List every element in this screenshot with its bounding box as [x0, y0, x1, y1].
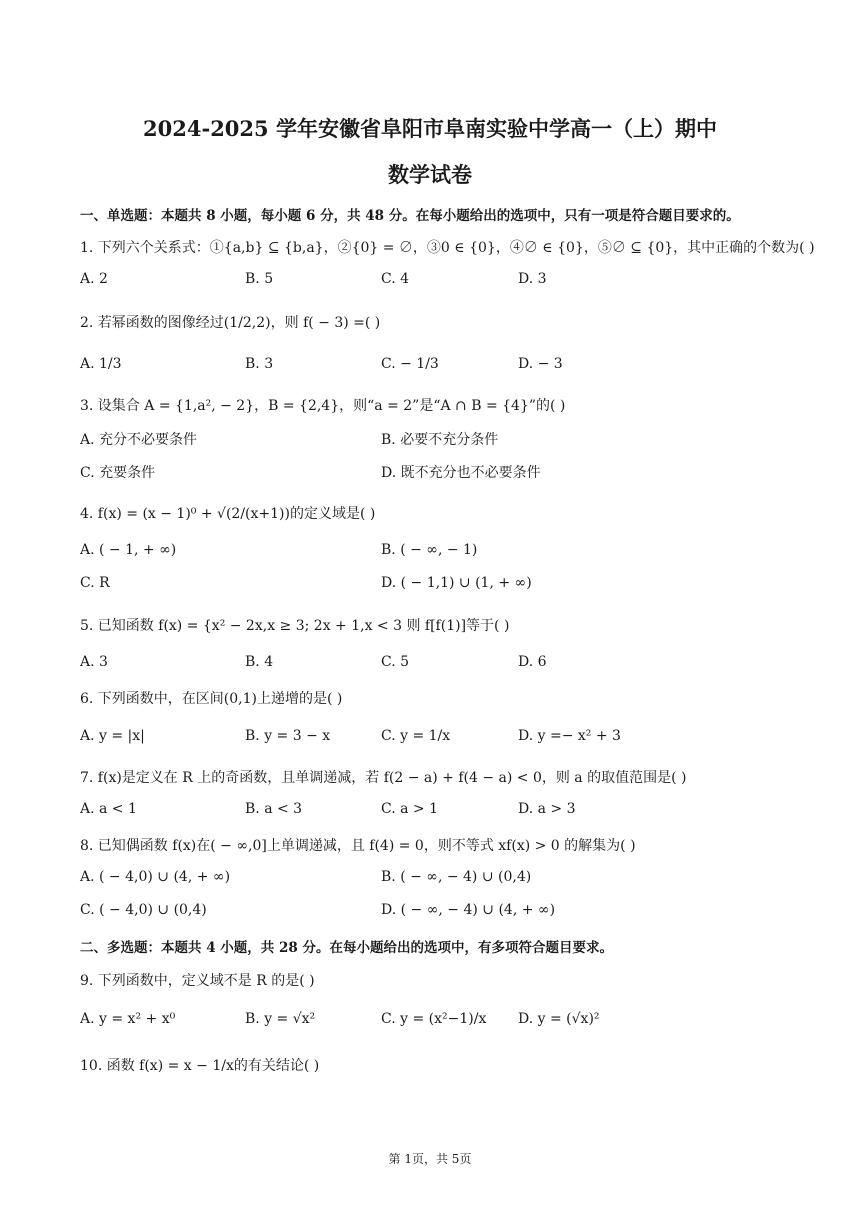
page-subtitle: 数学试卷 [388, 162, 472, 187]
question-8-option-a: A. ( − 4,0) ∪ (4, + ∞) [80, 869, 231, 885]
question-7-option-a: A. a < 1 [80, 801, 137, 817]
question-6-option-b: B. y = 3 − x [245, 728, 331, 744]
question-4-option-a: A. ( − 1, + ∞) [80, 542, 177, 558]
question-7-option-b: B. a < 3 [245, 801, 303, 817]
question-3-option-c: C. 充要条件 [80, 465, 156, 481]
section-heading-single-choice: 一、单选题：本题共 8 小题，每小题 6 分，共 48 分。在每小题给出的选项中，只有一项是符合题目要求的。 [80, 208, 740, 224]
question-4-option-b: B. ( − ∞, − 1) [381, 542, 478, 558]
question-2-option-a: A. 1/3 [80, 356, 122, 372]
question-6-option-d: D. y =− x² + 3 [518, 728, 621, 744]
question-6-option-a: A. y = |x| [80, 728, 145, 744]
question-5-option-a: A. 3 [80, 654, 108, 670]
question-8-option-b: B. ( − ∞, − 4) ∪ (0,4) [381, 869, 532, 885]
question-1-option-d: D. 3 [518, 271, 547, 287]
question-8-option-c: C. ( − 4,0) ∪ (0,4) [80, 902, 207, 918]
question-6-stem: 6. 下列函数中，在区间(0,1)上递增的是( ) [80, 691, 343, 707]
question-9-stem: 9. 下列函数中，定义域不是 R 的是( ) [80, 973, 315, 989]
question-3-option-d: D. 既不充分也不必要条件 [381, 465, 541, 481]
section-heading-multiple-choice: 二、多选题：本题共 4 小题，共 28 分。在每小题给出的选项中，有多项符合题目要求。 [80, 940, 613, 956]
question-7-option-d: D. a > 3 [518, 801, 576, 817]
question-7-option-c: C. a > 1 [381, 801, 438, 817]
question-3-option-b: B. 必要不充分条件 [381, 432, 499, 448]
question-4-option-c: C. R [80, 575, 110, 591]
question-1-option-a: A. 2 [80, 271, 108, 287]
question-3-stem: 3. 设集合 A = {1,a², − 2}，B = {2,4}，则“a = 2”是“A ∩ B = {4}”的( ) [80, 398, 566, 414]
question-10-stem: 10. 函数 f(x) = x − 1/x的有关结论( ) [80, 1058, 320, 1074]
question-4-option-d: D. ( − 1,1) ∪ (1, + ∞) [381, 575, 532, 591]
page-footer: 第 1页，共 5页 [388, 1152, 472, 1166]
question-7-stem: 7. f(x)是定义在 R 上的奇函数，且单调递减，若 f(2 − a) + f(4 − a) < 0，则 a 的取值范围是( ) [80, 770, 687, 786]
question-5-option-d: D. 6 [518, 654, 547, 670]
question-2-option-d: D. − 3 [518, 356, 563, 372]
question-8-stem: 8. 已知偶函数 f(x)在( − ∞,0]上单调递减，且 f(4) = 0，则不等式 xf(x) > 0 的解集为( ) [80, 838, 636, 854]
question-9-option-d: D. y = (√x)² [518, 1011, 600, 1027]
question-1-option-c: C. 4 [381, 271, 410, 287]
question-2-stem: 2. 若幂函数的图像经过(1/2,2)，则 f( − 3) =( ) [80, 315, 381, 331]
page-title: 2024-2025 学年安徽省阜阳市阜南实验中学高一（上）期中 [143, 116, 717, 141]
question-2-option-c: C. − 1/3 [381, 356, 439, 372]
question-8-option-d: D. ( − ∞, − 4) ∪ (4, + ∞) [381, 902, 556, 918]
question-5-stem: 5. 已知函数 f(x) = {x² − 2x,x ≥ 3; 2x + 1,x < 3 则 f[f(1)]等于( ) [80, 618, 510, 634]
question-4-stem: 4. f(x) = (x − 1)⁰ + √(2/(x+1))的定义域是( ) [80, 506, 376, 522]
question-3-option-a: A. 充分不必要条件 [80, 432, 198, 448]
question-2-option-b: B. 3 [245, 356, 274, 372]
question-9-option-c: C. y = (x²−1)/x [381, 1011, 487, 1027]
question-1-option-b: B. 5 [245, 271, 274, 287]
question-9-option-b: B. y = √x² [245, 1011, 316, 1027]
question-5-option-b: B. 4 [245, 654, 274, 670]
question-5-option-c: C. 5 [381, 654, 410, 670]
question-9-option-a: A. y = x² + x⁰ [80, 1011, 176, 1027]
question-1-stem: 1. 下列六个关系式：①{a,b} ⊆ {b,a}，②{0} = ∅，③0 ∈ {0}，④∅ ∈ {0}，⑤∅ ⊆ {0}，其中正确的个数为( ) [80, 240, 815, 256]
question-6-option-c: C. y = 1/x [381, 728, 451, 744]
